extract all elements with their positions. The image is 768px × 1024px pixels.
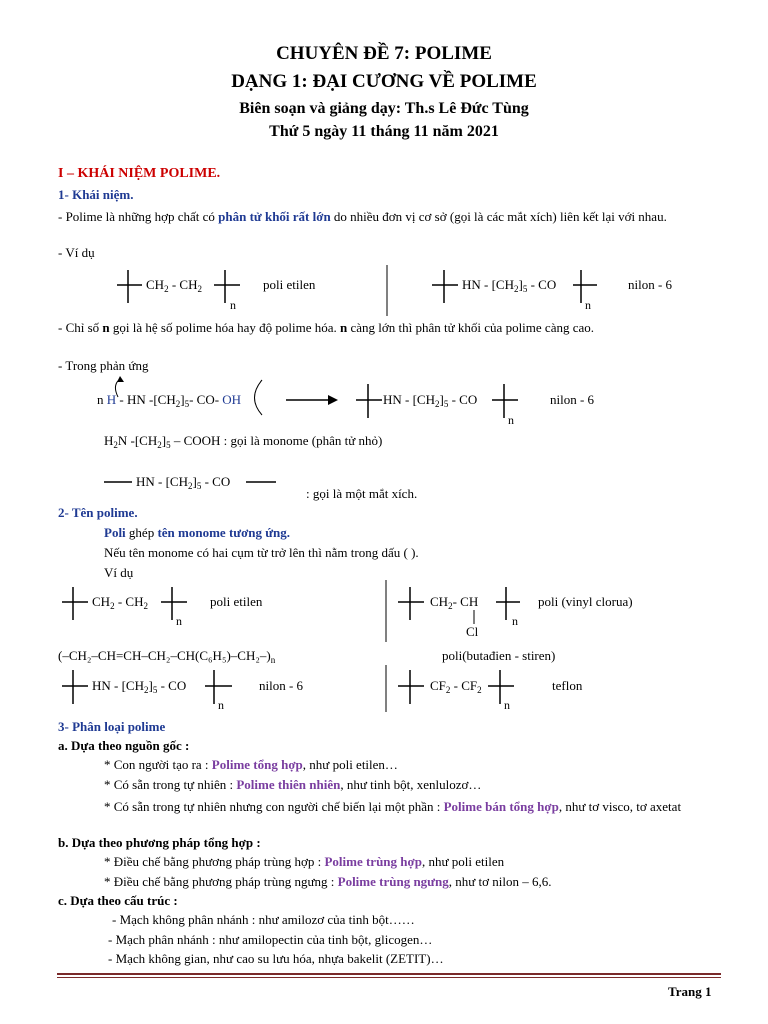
item-text: , như poli etilen [421,854,505,869]
structure-item-branched: - Mạch phân nhánh : như amilopectin của tinh bột, glicogen… [108,932,433,947]
pvc-formula [430,594,478,611]
origin-item-synthetic [104,757,398,773]
subscript: 2 [477,685,482,695]
reaction-product: HN - $[CH_2]_5$ - CO [383,392,478,409]
item-highlight: Polime trùng hợp [324,854,422,869]
item-text: , như tơ visco, tơ axetat [558,799,682,814]
subscript: 5 [166,440,171,450]
index-n: n [508,413,514,427]
index-n: n [230,298,236,312]
definition-text: - Polime là những hợp chất có [58,209,219,224]
doc-subtitle: DẠNG 1: ĐẠI CƯƠNG VỀ POLIME [231,71,537,92]
formula-part: - CH [168,277,198,292]
butadiene-styrene-formula [58,648,275,665]
subscript: 2 [144,685,149,695]
subscript: 2 [164,284,169,294]
subscript: 2 [435,399,440,409]
note-n: n [102,320,110,335]
formula-part: - CH [452,594,479,609]
monomer-desc: – COOH : gọi là monome (phân tử nhỏ) [170,433,383,448]
section-heading-1: I – KHÁI NIỆM POLIME. [58,166,221,181]
doc-date: Thứ 5 ngày 11 tháng 11 năm 2021 [269,123,499,140]
nylon6-formula-1: HN - $[CH_2]_5$ - CO [462,277,557,294]
index-n: n [504,698,510,712]
subscript: 5 [443,399,449,409]
item-text: , như tinh bột, xenlulozơ… [340,777,482,792]
polyethylene-formula-1 [146,277,202,294]
reaction-reactant: n H - HN $-[CH_2]_5-$ CO- OH [97,392,242,409]
product-part: HN - [CH [383,392,435,407]
page-number: Trang 1 [668,984,712,999]
method-item-condensation [104,874,551,890]
origin-item-natural [104,777,481,793]
link-desc: : gọi là một mắt xích. [306,486,418,501]
monomer-line [104,433,382,450]
note-text: gọi là hệ số polime hóa hay độ polime hóa. [109,320,340,335]
rule-highlight: tên monome tương ứng. [157,525,291,540]
item-highlight: Polime trùng ngưng [337,874,449,889]
reaction-label: - Trong phản ứng [58,358,149,373]
polyethylene-formula-2 [92,594,148,611]
item-text: , như poli etilen… [302,757,398,772]
subscript: 2 [143,601,148,611]
subscript: 2 [113,440,118,450]
item-highlight: Polime tổng hợp [211,757,303,772]
item-text: * Con người tạo ra : [104,757,212,772]
subscript: 2 [514,284,519,294]
subscript: 2 [188,481,193,491]
doc-author: Biên soạn và giảng dạy: Th.s Lê Đức Tùng [239,100,529,117]
footer-rule [57,973,721,975]
monomer-part: H [104,433,114,448]
teflon-name: teflon [552,678,583,693]
polyethylene-name-2: poli etilen [210,594,263,609]
formula-part: (–CH₂–CH=CH–CH₂–CH(C₆H₅)–CH₂–) [58,648,271,663]
subscript: 2 [175,399,181,409]
formula-part: HN - [CH [92,678,144,693]
link-part: - CO [201,474,231,489]
note-text: càng lớn thì phân tử khối của polime càng cao. [347,320,594,335]
formula-part: - CO [527,277,557,292]
method-item-addition [104,854,504,870]
note-n: n [340,320,348,335]
subscript: 5 [152,685,158,695]
origin-item-semi [104,797,704,816]
subscript: 2 [110,601,115,611]
example-label-2: Ví dụ [104,565,134,580]
product-part: - CO [448,392,478,407]
naming-rule [104,525,290,541]
formula-part: - CF [450,678,478,693]
classify-by-structure: c. Dựa theo cấu trúc : [58,893,178,908]
item-text: * Điều chế bằng phương pháp trùng ngưng : [104,874,338,889]
nylon6-formula-2: HN - $[CH_2]_5$ - CO [92,678,187,695]
formula-part: CH [146,277,165,292]
subheading-naming: 2- Tên polime. [58,505,138,520]
coefficient-note [58,320,594,336]
subscript: 2 [445,685,451,695]
note-text: - Chỉ số [58,320,103,335]
reaction-product-name: nilon - 6 [550,392,595,407]
link-part: HN - [CH [136,474,188,489]
polyethylene-name-1: poli etilen [263,277,316,292]
rule-poli: Poli [104,525,126,540]
footer-rule-thin [57,977,721,978]
subscript: n [270,655,276,665]
formula-part: CH [92,594,111,609]
structure-item-linear: - Mạch không phân nhánh : như amilozơ của tinh bột…… [112,912,415,927]
subscript: 5 [522,284,528,294]
item-highlight: Polime thiên nhiên [236,777,341,792]
item-text: * Điều chế bằng phương pháp trùng hợp : [104,854,325,869]
reactant-n: n [97,392,107,407]
subscript: 5 [196,481,202,491]
nylon6-name-2: nilon - 6 [259,678,304,693]
formula-part: CH [430,594,449,609]
pvc-name: poli (vinyl clorua) [538,594,633,609]
index-n: n [176,614,182,628]
link-formula: HN - $[CH_2]_5$ - CO [136,474,231,491]
rule-text: ghép [125,525,158,540]
structure-item-network: - Mạch không gian, như cao su lưu hóa, nhựa bakelit (ZETIT)… [108,951,444,966]
subscript: 2 [448,601,453,611]
definition-highlight: phân tử khối rất lớn [218,209,331,224]
index-n: n [218,698,224,712]
subheading-classification: 3- Phân loại polime [58,719,166,734]
doc-title: CHUYÊN ĐỀ 7: POLIME [276,43,492,64]
item-text: * Có sẵn trong tự nhiên nhưng con người chế biến lại một phần : [104,799,444,814]
pvc-chlorine: Cl [466,624,479,639]
definition-text-end: do nhiều đơn vị cơ sở (gọi là các mắt xích) liên kết lại với nhau. [330,209,667,224]
formula-part: - CO [157,678,187,693]
subheading-concept: 1- Khái niệm. [58,187,134,202]
reactant-part: - CO- [189,392,220,407]
butadiene-styrene-name: poli(butađien - stiren) [442,648,556,663]
formula-part: CF [430,678,446,693]
item-text: , như tơ nilon – 6,6. [448,874,552,889]
teflon-formula [430,678,482,695]
formula-part: HN - [CH [462,277,514,292]
index-n: n [585,298,591,312]
reactant-part: - HN -[CH [119,392,176,407]
reactant-oh: OH [222,392,242,407]
example-label: - Ví dụ [58,245,95,260]
classify-by-origin: a. Dựa theo nguồn gốc : [58,738,190,753]
subscript: 2 [197,284,202,294]
naming-note: Nếu tên monome có hai cụm từ trở lên thì nằm trong dấu ( ). [104,545,419,560]
item-text: * Có sẵn trong tự nhiên : [104,777,237,792]
monomer-part: N -[CH [117,433,158,448]
classify-by-method: b. Dựa theo phương pháp tổng hợp : [58,835,261,850]
item-highlight: Polime bán tổng hợp [443,799,559,814]
index-n: n [512,614,518,628]
reactant-h: H [106,392,117,407]
nylon6-name-1: nilon - 6 [628,277,673,292]
subscript: 2 [157,440,162,450]
formula-part: - CH [114,594,144,609]
monomer-part: ] [161,433,167,448]
subscript: 5 [184,399,190,409]
